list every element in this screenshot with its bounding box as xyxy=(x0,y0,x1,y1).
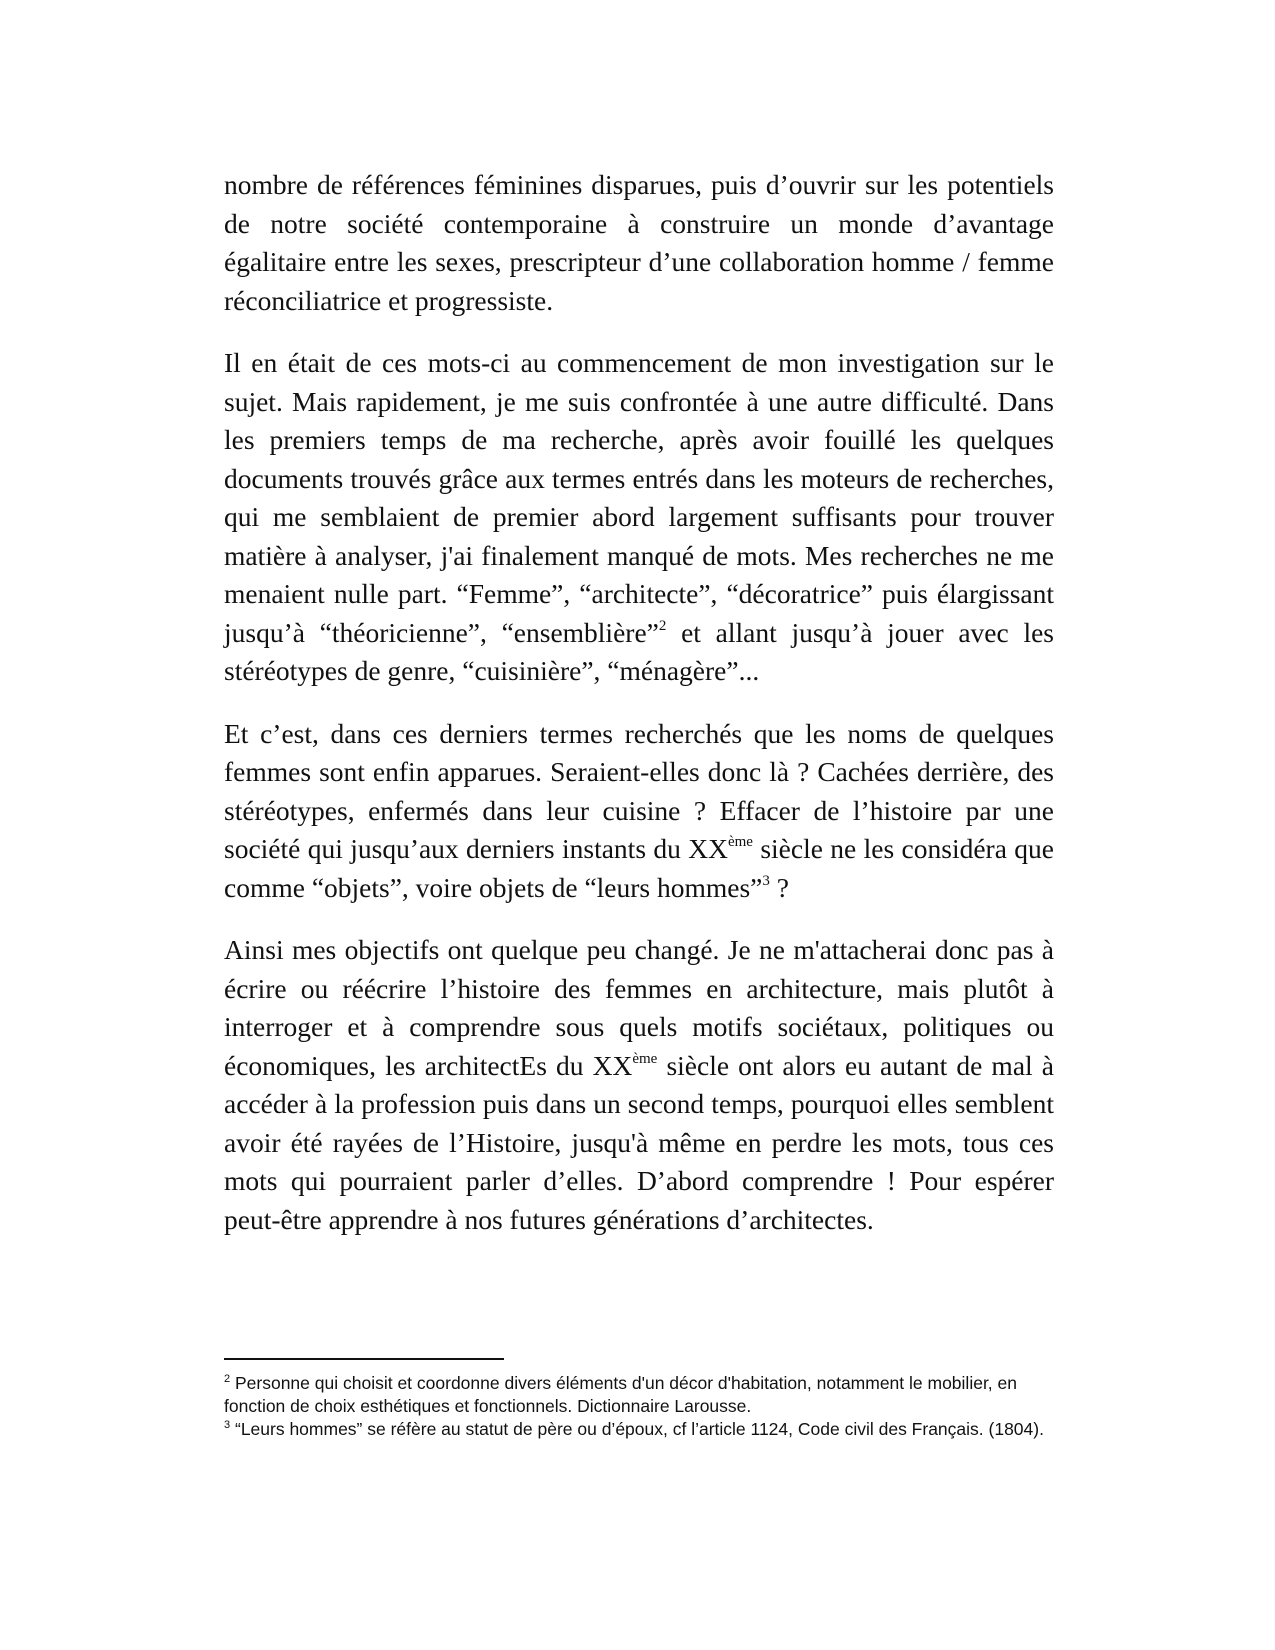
paragraph-3: Et c’est, dans ces derniers termes recherchés que les noms de quelques femmes sont enfin apparues. Seraient-elles donc là ? Cachées derrière, des stéréotypes, enfermés dans leur cuisine ? Effacer de l’histoire par une société qui jusqu’aux derniers instants du XXème siècle ne les considéra que comme “objets”, voire objets de “leurs hommes”$^3$ ? xyxy=(224,717,1054,903)
footnote-3: $^3$ “Leurs hommes” se réfère au statut de père ou d’époux, cf l’article 1124, Code civil des Français. (1804). xyxy=(224,1419,1044,1439)
paragraph-2: Il en était de ces mots-ci au commencement de mon investigation sur le sujet. Mais rapidement, je me suis confrontée à une autre difficulté. Dans les premiers temps de ma recherche, après avoir fouillé les quelques documents trouvés grâce aux termes entrés dans les moteurs de recherches, qui me semblaient de premier abord largement suffisants pour trouver matière à analyser, j'ai finalement manqué de mots. Mes recherches ne me menaient nulle part. “Femme”, “architecte”, “décoratrice” puis élargissant jusqu’à “théoricienne”, “ensemblière”$^2$ et allant jusqu’à jouer avec les stéréotypes de genre, “cuisinière”, “ménagère”... xyxy=(224,347,1054,686)
document-body xyxy=(224,166,1054,1263)
superscript-eme: ème xyxy=(727,834,753,850)
paragraph-4: Ainsi mes objectifs ont quelque peu changé. Je ne m'attacherai donc pas à écrire ou réécrire l’histoire des femmes en architecture, mais plutôt à interroger et à comprendre sous quels motifs sociétaux, politiques ou économiques, les architectEs du XXème siècle ont alors eu autant de mal à accéder à la profession puis dans un second temps, pourquoi elles semblent avoir été rayées de l’Histoire, jusqu'à même en perdre les mots, tous ces mots qui pourraient parler d’elles. D’abord comprendre ! Pour espérer peut-être apprendre à nos futures générations d’architectes. xyxy=(224,934,1054,1235)
footnote-ref-3[interactable]: 3 xyxy=(762,872,770,889)
footnote-divider xyxy=(224,1358,504,1360)
footnote-ref-2[interactable]: 2 xyxy=(658,617,667,634)
footnotes xyxy=(224,1358,1044,1441)
superscript-eme: ème xyxy=(632,1050,658,1067)
footnote-2: $^2$ Personne qui choisit et coordonne divers éléments d'un décor d'habitation, notamment le mobilier, en fonction de choix esthétiques et fonctionnels. Dictionnaire Larousse. xyxy=(224,1373,1017,1416)
paragraph-1: nombre de références féminines disparues, puis d’ouvrir sur les potentiels de notre société contemporaine à construire un monde d’avantage égalitaire entre les sexes, prescripteur d’une collaboration homme / femme réconciliatrice et progressiste. xyxy=(224,169,1054,316)
